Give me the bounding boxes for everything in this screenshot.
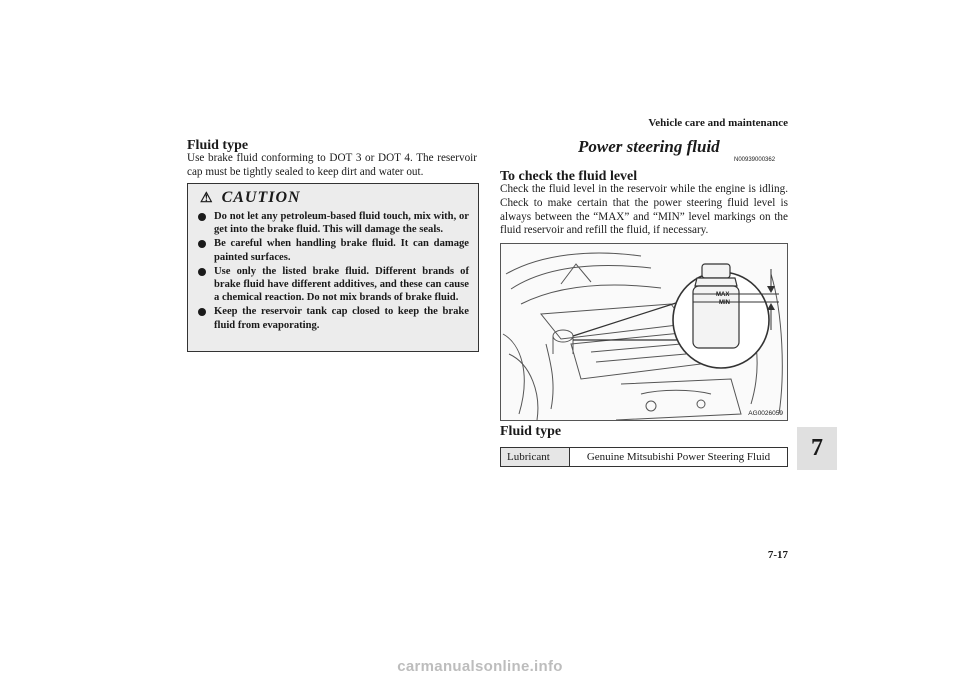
caution-item: Do not let any petroleum-based fluid touch, mix with, or get into the brake fluid. This will damage the seals.: [197, 210, 469, 236]
section-code: N00939000362: [734, 157, 776, 163]
lubricant-table: [500, 447, 788, 467]
caution-title: CAUTION: [221, 189, 301, 206]
lubricant-value-cell: Genuine Mitsubishi Power Steering Fluid: [570, 448, 788, 467]
figure-code: AG0026059: [748, 410, 783, 417]
table-row: [501, 448, 788, 467]
bullet-icon: [198, 268, 206, 276]
watermark: carmanualsonline.info: [397, 658, 563, 675]
page-header: Vehicle care and maintenance: [648, 117, 788, 129]
caution-list: [197, 210, 469, 333]
fluid-type-heading-right: Fluid type: [500, 424, 562, 439]
bullet-icon: [198, 213, 206, 221]
max-label: MAX: [716, 292, 730, 298]
fluid-type-body: Use brake fluid conforming to DOT 3 or DOT 4. The reservoir cap must be tightly sealed to keep dirt and water out.: [187, 152, 477, 178]
caution-item: Be careful when handling brake fluid. It can damage painted surfaces.: [197, 237, 469, 263]
bullet-icon: [198, 240, 206, 248]
page-number: 7-17: [767, 549, 788, 561]
min-label: MIN: [719, 300, 730, 306]
bullet-icon: [198, 308, 206, 316]
check-level-body: Check the fluid level in the reservoir while the engine is idling. Check to make certain that the power steering fluid level is always between the “MAX” and “MIN” level markings on the fluid reservoir and refill the fluid, if necessary.: [500, 183, 788, 237]
warning-triangle-icon: ⚠: [200, 191, 214, 206]
fluid-type-heading: Fluid type: [187, 138, 249, 153]
engine-bay-figure: [500, 243, 788, 421]
caution-box: [187, 183, 479, 352]
lubricant-label-cell: Lubricant: [501, 448, 570, 467]
engine-bay-illustration: [501, 244, 787, 420]
chapter-tab: 7: [797, 427, 837, 470]
check-level-heading: To check the fluid level: [500, 169, 638, 184]
caution-item: Use only the listed brake fluid. Different brands of brake fluid have different additives, and these can cause a chemical reaction. Do not mix brands of brake fluid.: [197, 265, 469, 305]
caution-header: [200, 189, 301, 207]
caution-item: Keep the reservoir tank cap closed to keep the brake fluid from evaporating.: [197, 305, 469, 331]
section-title: Power steering fluid: [578, 137, 720, 156]
